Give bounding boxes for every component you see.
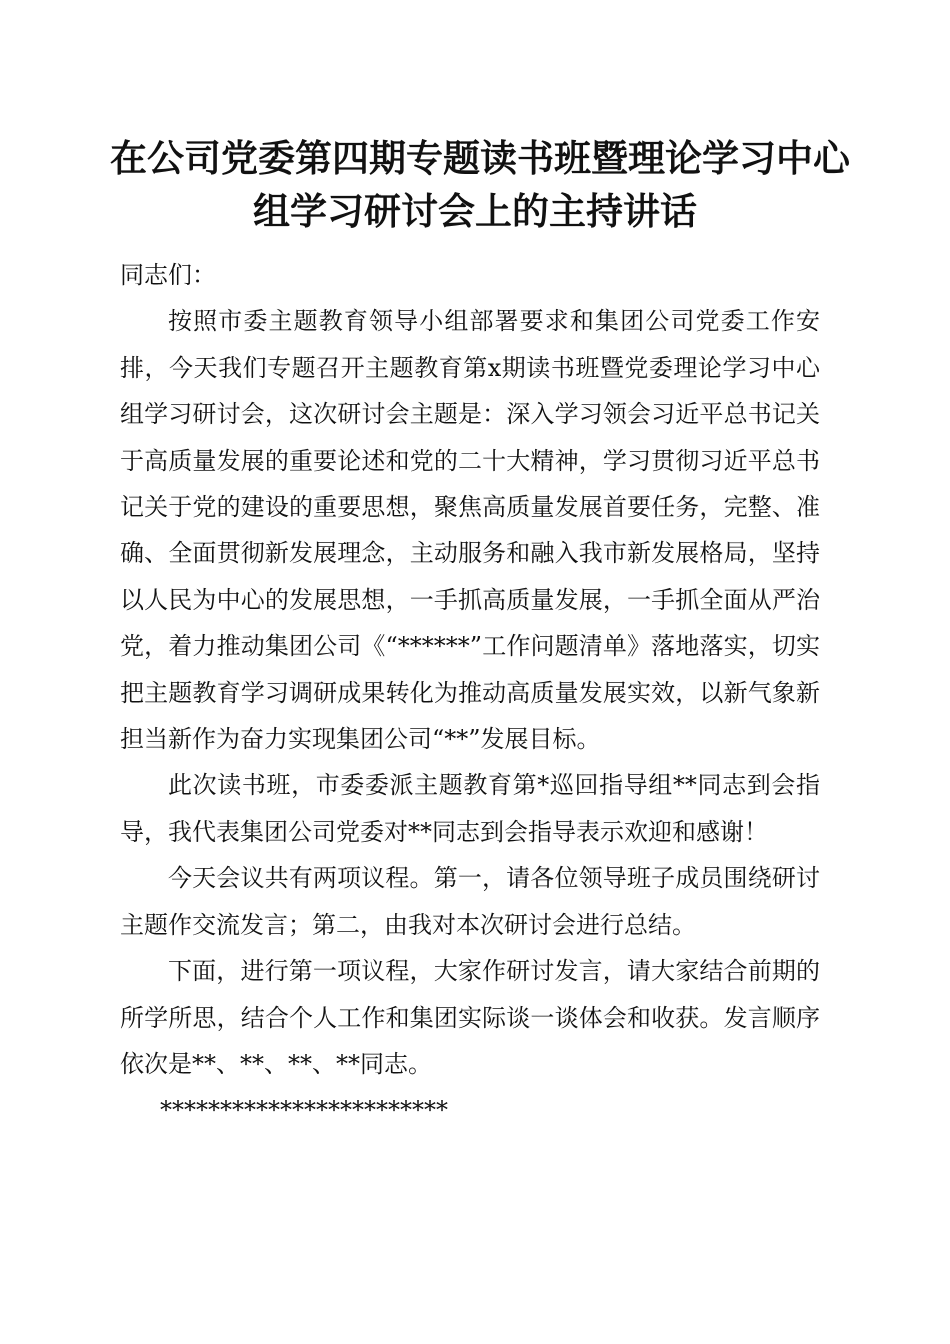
paragraph-agenda: 今天会议共有两项议程。第一，请各位领导班子成员围绕研讨主题作交流发言；第二，由我对本次研讨会进行总结。 <box>120 864 820 939</box>
title-line-2: 组学习研讨会上的主持讲话 <box>253 189 697 233</box>
document-body <box>120 252 820 1134</box>
salutation: 同志们： <box>120 261 216 289</box>
paragraph-guidance: 此次读书班，市委委派主题教育第*巡回指导组**同志到会指导，我代表集团公司党委对**同志到会指导表示欢迎和感谢！ <box>120 771 820 846</box>
separator-line: ************************ <box>160 1096 448 1125</box>
title-line-1: 在公司党委第四期专题读书班暨理论学习中心 <box>110 136 850 180</box>
paragraph-intro: 按照市委主题教育领导小组部署要求和集团公司党委工作安排，今天我们专题召开主题教育第x期读书班暨党委理论学习中心组学习研讨会，这次研讨会主题是：深入学习领会习近平总书记关于高质量发展的重要论述和党的二十大精神，学习贯彻习近平总书记关于党的建设的重要思想，聚焦高质量发展首要任务，完整、准确、全面贯彻新发展理念，主动服务和融入我市新发展格局，坚持以人民为中心的发展思想，一手抓高质量发展，一手抓全面从严治党，着力推动集团公司《“******”工作问题清单》落地落实，切实把主题教育学习调研成果转化为推动高质量发展实效，以新气象新担当新作为奋力实现集团公司“**”发展目标。 <box>120 307 820 754</box>
document-title <box>110 132 850 238</box>
paragraph-speakers: 下面，进行第一项议程，大家作研讨发言，请大家结合前期的所学所思，结合个人工作和集团实际谈一谈体会和收获。发言顺序依次是**、**、**、**同志。 <box>120 957 820 1078</box>
